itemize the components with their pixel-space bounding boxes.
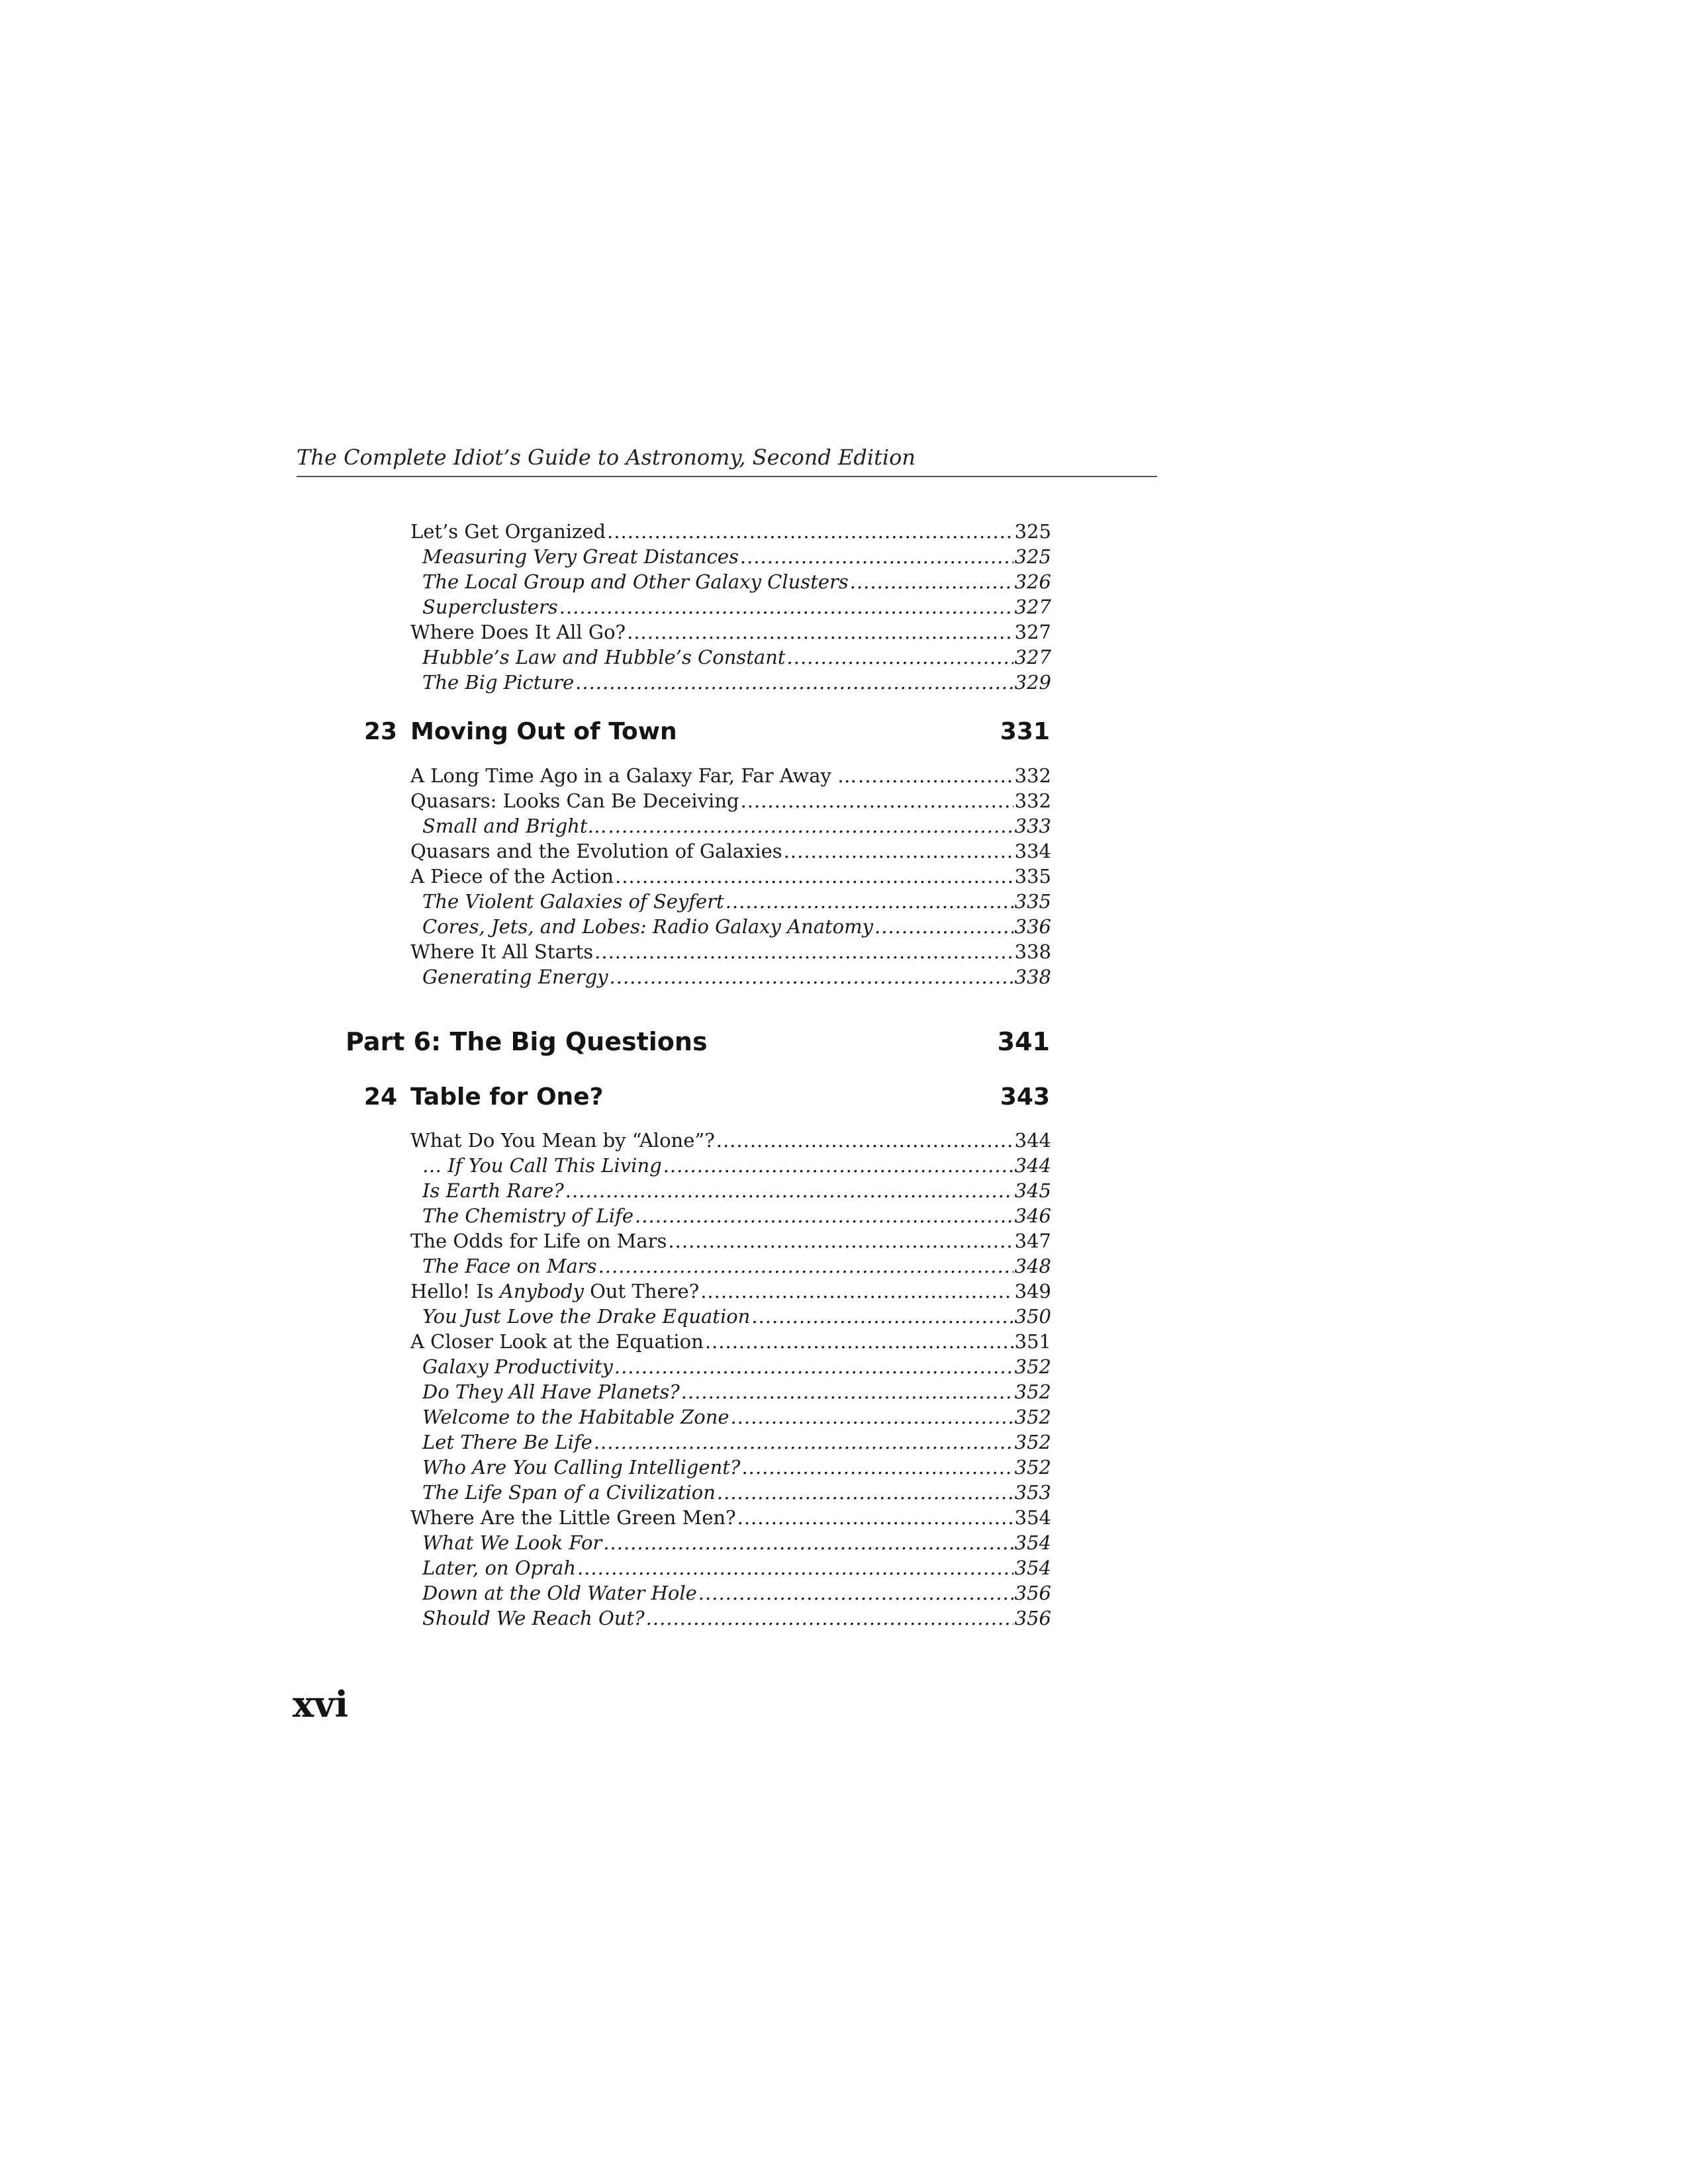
toc-entry-title: Quasars and the Evolution of Galaxies [410, 840, 782, 862]
dot-leader [787, 645, 1013, 670]
toc-entry-title: The Big Picture [422, 671, 575, 694]
toc-entry-title: Do They All Have Planets? [422, 1381, 680, 1403]
toc-entry-title: Small and Bright… [422, 815, 607, 837]
toc-entry-title: Hubble’s Law and Hubble’s Constant [422, 646, 786, 668]
dot-leader [614, 1354, 1013, 1379]
dot-leader [607, 519, 1013, 544]
part-page: 341 [997, 1027, 1050, 1056]
toc-entry-page: 327 [1014, 646, 1051, 668]
toc-subentry [422, 670, 1051, 695]
dot-leader [741, 1455, 1013, 1480]
toc-entry-page: 325 [1014, 520, 1051, 543]
toc-entry-title: Where Does It All Go? [410, 621, 626, 643]
dot-leader [731, 1404, 1013, 1430]
toc-subentry [422, 1253, 1051, 1279]
toc-entry-page: 332 [1014, 764, 1051, 787]
toc-entry-page: 334 [1014, 840, 1051, 862]
dot-leader [646, 1606, 1013, 1631]
toc-entry-title: Who Are You Calling Intelligent? [422, 1456, 741, 1479]
toc-entry-page: 353 [1014, 1481, 1051, 1504]
toc-entry-title: Superclusters [422, 596, 558, 618]
toc-subentry [422, 1203, 1051, 1228]
toc-entry-title: What We Look For [422, 1531, 602, 1554]
toc-entry-title: A Closer Look at the Equation [410, 1330, 704, 1353]
toc-entry [410, 1279, 1051, 1304]
page-number: xvi [293, 1683, 349, 1725]
toc-entry-title: Is Earth Rare? [422, 1179, 564, 1202]
toc-entry-page: 354 [1014, 1557, 1051, 1579]
dot-leader [874, 914, 1013, 939]
toc-entry-page: 350 [1014, 1305, 1051, 1328]
dot-leader [681, 1379, 1013, 1404]
toc-subentry [422, 594, 1051, 619]
toc-entry-title-part: Hello! Is [410, 1280, 500, 1302]
toc-entry-title: Let’s Get Organized [410, 520, 606, 543]
toc-entry [410, 1228, 1051, 1253]
dot-leader [740, 544, 1013, 569]
toc-entry-page: 344 [1014, 1154, 1051, 1177]
toc-entry [410, 1128, 1051, 1153]
toc-entry-page: 325 [1014, 545, 1051, 568]
toc-entry-page: 347 [1014, 1230, 1051, 1252]
toc-entry-page: 345 [1014, 1179, 1051, 1202]
toc-entry-page: 333 [1014, 815, 1051, 837]
toc-entry [410, 864, 1051, 889]
toc-entry-page: 352 [1014, 1431, 1051, 1453]
toc-subentry [422, 813, 1051, 839]
toc-subentry [422, 1555, 1051, 1580]
chapter-heading-23 [357, 713, 1051, 751]
part-heading-6 [346, 1022, 1051, 1062]
toc-entry-title: Generating Energy [422, 966, 608, 988]
toc-subentry [422, 544, 1051, 569]
toc-entry-title: The Local Group and Other Galaxy Clusters [422, 570, 849, 593]
dot-leader [858, 763, 1013, 788]
toc-subentry [422, 1178, 1051, 1203]
dot-leader [705, 1329, 1013, 1354]
toc-entry-title: The Life Span of a Civilization [422, 1481, 716, 1504]
chapter-title: Moving Out of Town [410, 718, 677, 745]
toc-entry-title: Later, on Oprah [422, 1557, 576, 1579]
toc-entry-page: 335 [1014, 865, 1051, 887]
dot-leader [726, 889, 1013, 914]
chapter-number: 24 [363, 1083, 397, 1111]
dot-leader [594, 939, 1013, 964]
chapter-title: Table for One? [410, 1083, 604, 1111]
dot-leader [598, 1253, 1013, 1279]
toc-subentry [422, 569, 1051, 594]
dot-leader [751, 1304, 1013, 1329]
toc-entry [410, 788, 1051, 813]
toc-entry-page: 349 [1014, 1280, 1051, 1302]
chapter-page: 343 [1000, 1083, 1050, 1111]
header-rule [297, 476, 1157, 477]
toc-entry [410, 1329, 1051, 1354]
dot-leader [717, 1480, 1013, 1505]
running-head: The Complete Idiot’s Guide to Astronomy, Second Edition [297, 445, 916, 470]
toc-entry-page: 338 [1014, 940, 1051, 963]
toc-entry-title: Should We Reach Out? [422, 1607, 645, 1629]
toc-entry-page: 351 [1014, 1330, 1051, 1353]
toc-entry-title: What Do You Mean by “Alone”? [410, 1129, 715, 1152]
toc-entry-title-part: Out There? [583, 1280, 700, 1302]
toc-entry [410, 939, 1051, 964]
toc-subentry [422, 1606, 1051, 1631]
toc-entry-title: The Odds for Life on Mars [410, 1230, 667, 1252]
toc-entry-title: The Chemistry of Life [422, 1205, 634, 1227]
toc-entry-title: The Face on Mars [422, 1255, 597, 1277]
dot-leader [603, 1530, 1013, 1555]
toc-entry-page: 356 [1014, 1582, 1051, 1604]
toc-entry-title: Welcome to the Habitable Zone [422, 1406, 729, 1428]
dot-leader [594, 1430, 1013, 1455]
dot-leader [663, 1153, 1013, 1178]
toc-entry-page: 329 [1014, 671, 1051, 694]
dot-leader [577, 1555, 1013, 1580]
dot-leader [716, 1128, 1013, 1153]
dot-leader [850, 569, 1013, 594]
chapter-page: 331 [1000, 718, 1050, 745]
toc-entry-title: You Just Love the Drake Equation [422, 1305, 751, 1328]
dot-leader [615, 864, 1013, 889]
chapter-number: 23 [363, 718, 397, 745]
toc-entry-page: 335 [1014, 890, 1051, 913]
toc-entry-page: 352 [1014, 1381, 1051, 1403]
toc-entry-page: 348 [1014, 1255, 1051, 1277]
toc-entry [410, 519, 1051, 544]
toc-entry [410, 839, 1051, 864]
toc-entry-title: Galaxy Productivity [422, 1355, 613, 1378]
toc-entry-title: … If You Call This Living [422, 1154, 662, 1177]
toc-entry-emphasis: Anybody [499, 1280, 584, 1302]
toc-subentry [422, 1354, 1051, 1379]
toc-entry-title: A Long Time Ago in a Galaxy Far, Far Away … [410, 764, 857, 787]
toc-subentry [422, 1153, 1051, 1178]
toc-entry-title: Let There Be Life [422, 1431, 592, 1453]
toc-subentry [422, 1304, 1051, 1329]
toc-entry-page: 326 [1014, 570, 1051, 593]
toc-entry-page: 352 [1014, 1355, 1051, 1378]
toc-subentry [422, 1580, 1051, 1606]
toc-subentry [422, 1430, 1051, 1455]
dot-leader [635, 1203, 1013, 1228]
dot-leader [784, 839, 1013, 864]
dot-leader [565, 1178, 1013, 1203]
dot-leader [575, 670, 1013, 695]
dot-leader [608, 813, 1013, 839]
toc-entry-title: Cores, Jets, and Lobes: Radio Galaxy Anatomy [422, 915, 874, 938]
dot-leader [559, 594, 1013, 619]
toc-subentry [422, 914, 1051, 939]
toc-entry-page: 356 [1014, 1607, 1051, 1629]
toc-subentry [422, 964, 1051, 989]
toc-subentry [422, 1455, 1051, 1480]
toc-entry-page: 352 [1014, 1456, 1051, 1479]
toc-entry-title: Quasars: Looks Can Be Deceiving [410, 790, 739, 812]
part-title: Part 6: The Big Questions [346, 1027, 708, 1056]
dot-leader [668, 1228, 1013, 1253]
toc-entry-title: Measuring Very Great Distances [422, 545, 739, 568]
dot-leader [700, 1279, 1013, 1304]
toc-entry-title: The Violent Galaxies of Seyfert [422, 890, 724, 913]
toc-entry-page: 327 [1014, 621, 1051, 643]
toc-entry [410, 763, 1051, 788]
toc-entry-page: 327 [1014, 596, 1051, 618]
chapter-heading-24 [357, 1079, 1051, 1116]
toc-subentry [422, 889, 1051, 914]
toc-subentry [422, 1530, 1051, 1555]
toc-entry-title: Where It All Starts [410, 940, 594, 963]
toc-entry-title: A Piece of the Action [410, 865, 614, 887]
toc-entry-title: Where Are the Little Green Men? [410, 1506, 736, 1529]
dot-leader [698, 1580, 1013, 1606]
toc-entry-page: 344 [1014, 1129, 1051, 1152]
toc-entry-page: 336 [1014, 915, 1051, 938]
toc-subentry [422, 1480, 1051, 1505]
dot-leader [627, 619, 1013, 645]
toc-subentry [422, 1404, 1051, 1430]
toc-entry-page: 346 [1014, 1205, 1051, 1227]
toc-entry [410, 1505, 1051, 1530]
toc-subentry [422, 645, 1051, 670]
toc-entry-page: 352 [1014, 1406, 1051, 1428]
toc-subentry [422, 1379, 1051, 1404]
toc-entry-title [410, 1279, 699, 1304]
toc-entry-title: Down at the Old Water Hole [422, 1582, 697, 1604]
toc-entry-page: 354 [1014, 1506, 1051, 1529]
toc-entry-page: 332 [1014, 790, 1051, 812]
toc-entry [410, 619, 1051, 645]
dot-leader [737, 1505, 1013, 1530]
toc-entry-page: 338 [1014, 966, 1051, 988]
dot-leader [741, 788, 1013, 813]
dot-leader [610, 964, 1013, 989]
toc-entry-page: 354 [1014, 1531, 1051, 1554]
